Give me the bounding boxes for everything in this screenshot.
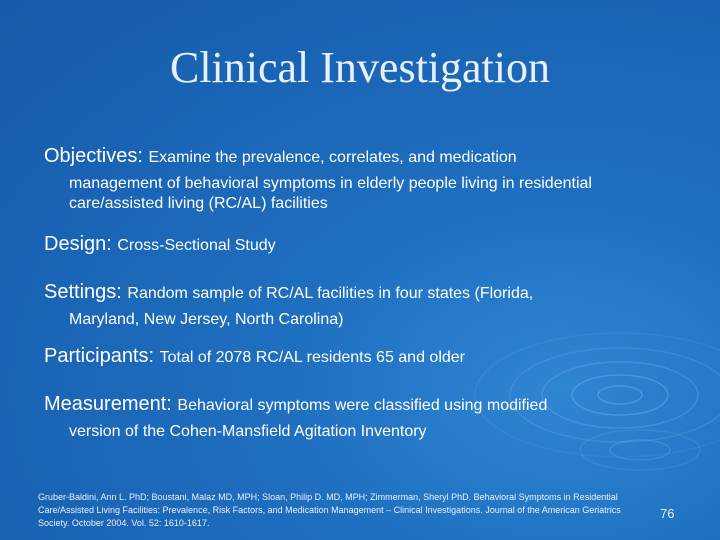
settings-text-cont-1: Maryland, New Jersey, North Carolina) <box>69 311 344 328</box>
objectives-text-cont-2: care/assisted living (RC/AL) facilities <box>69 195 328 212</box>
citation-footnote: Gruber-Baldini, Ann L. PhD; Boustani, Malaz MD, MPH; Sloan, Philip D. MD, MPH; Zimmerman, Sheryl PhD. Behavioral Symptoms in Residential Care/Assisted Living Facilities: Prevalence, Risk Factors, and Medication Management – Clinical Investigations. Journal of the American Geriatrics Society. October 2004. Vol. 52: 1610-1617. <box>38 492 621 528</box>
design-item <box>44 232 694 258</box>
settings-item <box>44 280 694 330</box>
objectives-item <box>44 144 694 214</box>
slide-title: Clinical Investigation <box>169 43 551 92</box>
design-text: Cross-Sectional Study <box>117 237 276 254</box>
page-number: 76 <box>660 506 675 521</box>
participants-item <box>44 344 694 370</box>
participants-label: Participants: <box>44 345 155 367</box>
participants-text: Total of 2078 RC/AL residents 65 and older <box>159 349 465 366</box>
settings-text: Random sample of RC/AL facilities in four states (Florida, <box>127 285 534 302</box>
measurement-text: Behavioral symptoms were classified using modified <box>177 397 548 414</box>
measurement-text-cont-1: version of the Cohen-Mansfield Agitation Inventory <box>69 423 427 440</box>
settings-label: Settings: <box>44 281 122 303</box>
objectives-text: Examine the prevalence, correlates, and medication <box>148 149 517 166</box>
objectives-label: Objectives: <box>44 145 143 167</box>
design-label: Design: <box>44 233 112 255</box>
measurement-label: Measurement: <box>44 393 172 415</box>
objectives-text-cont-1: management of behavioral symptoms in elderly people living in residential <box>69 175 592 192</box>
measurement-item <box>44 392 694 442</box>
